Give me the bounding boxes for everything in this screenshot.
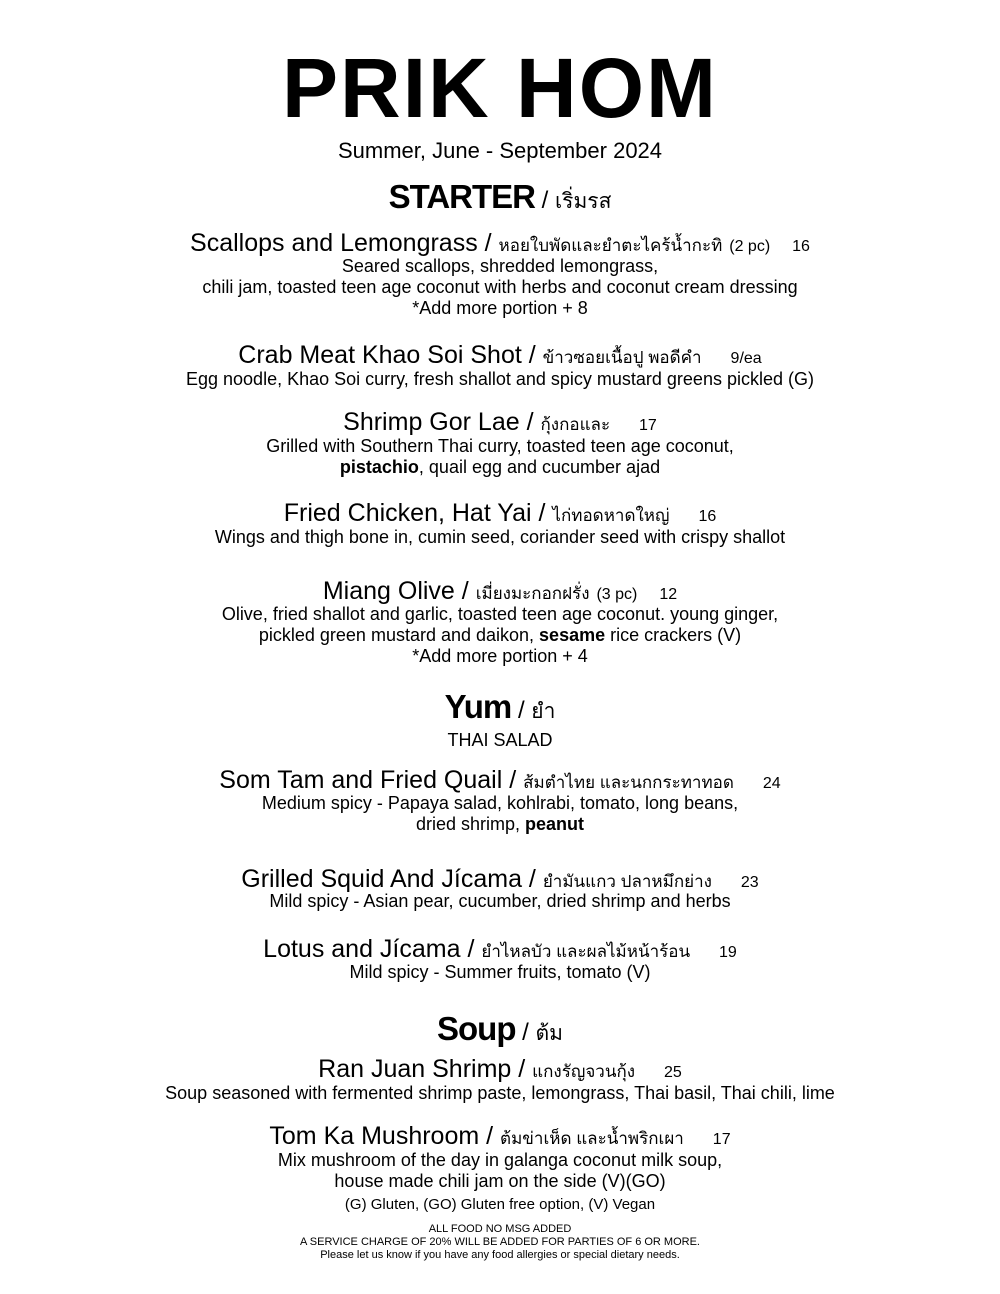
item-desc-line: Egg noodle, Khao Soi curry, fresh shallot and spicy mustard greens pickled (G) — [186, 369, 814, 389]
item-title-shrimp-gor-lae: Shrimp Gor Lae / กุ้งกอและ 17 — [343, 408, 657, 436]
item-title-ran-juan-shrimp: Ran Juan Shrimp / แกงรัญจวนกุ้ง 25 — [318, 1055, 682, 1083]
item-desc-line: Mix mushroom of the day in galanga coconut milk soup, — [277, 1150, 723, 1170]
section-heading-starter: STARTER / เริ่มรส — [388, 178, 612, 215]
item-desc-line: *Add more portion + 8 — [412, 298, 588, 318]
footer-allergy-note: Please let us know if you have any food allergies or special dietary needs. — [320, 1249, 680, 1261]
item-desc-line: *Add more portion + 4 — [412, 646, 588, 666]
item-title-grilled-squid: Grilled Squid And Jícama / ยำมันแกว ปลาหมึกย่าง 23 — [241, 865, 759, 893]
section-subtitle-thai-salad: THAI SALAD — [447, 730, 553, 750]
season-subtitle: Summer, June - September 2024 — [337, 138, 663, 163]
item-desc-line: dried shrimp, peanut — [415, 814, 585, 834]
item-desc-line: Mild spicy - Summer fruits, tomato (V) — [349, 962, 651, 982]
item-desc-line: Wings and thigh bone in, cumin seed, coriander seed with crispy shallot — [214, 527, 786, 547]
item-desc-line: pistachio, quail egg and cucumber ajad — [339, 457, 661, 477]
footer-service-charge: A SERVICE CHARGE OF 20% WILL BE ADDED FOR PARTIES OF 6 OR MORE. — [300, 1236, 700, 1248]
item-title-fried-chicken: Fried Chicken, Hat Yai / ไก่ทอดหาดใหญ่ 16 — [283, 499, 717, 527]
section-heading-yum: Yum / ยำ — [444, 688, 556, 725]
item-title-tom-ka: Tom Ka Mushroom / ต้มข่าเห็ด และน้ำพริกเผา 17 — [269, 1122, 731, 1150]
item-title-som-tam: Som Tam and Fried Quail / ส้มตำไทย และนกกระทาทอด 24 — [219, 766, 781, 794]
item-desc-line: Grilled with Southern Thai curry, toasted teen age coconut, — [266, 436, 734, 456]
dietary-legend: (G) Gluten, (GO) Gluten free option, (V) Vegan — [344, 1196, 656, 1213]
item-desc-line: Olive, fried shallot and garlic, toasted teen age coconut. young ginger, — [221, 604, 779, 624]
item-desc-line: Soup seasoned with fermented shrimp paste, lemongrass, Thai basil, Thai chili, lime — [165, 1083, 835, 1103]
item-desc-line: Mild spicy - Asian pear, cucumber, dried shrimp and herbs — [269, 891, 731, 911]
restaurant-title: PRIK HOM — [282, 41, 718, 135]
item-desc-line: house made chili jam on the side (V)(GO) — [334, 1171, 666, 1191]
item-desc-line: Seared scallops, shredded lemongrass, — [341, 256, 659, 276]
item-title-miang-olive: Miang Olive / เมี่ยงมะกอกฝรั่ง (3 pc) 12 — [322, 577, 678, 605]
item-desc-line: Medium spicy - Papaya salad, kohlrabi, tomato, long beans, — [261, 793, 739, 813]
item-title-lotus-jicama: Lotus and Jícama / ยำไหลบัว และผลไม้หน้าร้อน 19 — [263, 935, 737, 963]
footer-no-msg: ALL FOOD NO MSG ADDED — [428, 1223, 572, 1235]
item-desc-line: pickled green mustard and daikon, sesame rice crackers (V) — [258, 625, 742, 645]
item-title-crab-khao-soi: Crab Meat Khao Soi Shot / ข้าวซอยเนื้อปู พอดีคำ 9/ea — [238, 341, 762, 369]
item-desc-line: chili jam, toasted teen age coconut with herbs and coconut cream dressing — [202, 277, 798, 297]
section-heading-soup: Soup / ต้ม — [437, 1010, 563, 1047]
item-title-scallops: Scallops and Lemongrass / หอยใบพัดและยำตะไคร้น้ำกะทิ (2 pc) 16 — [190, 229, 810, 257]
